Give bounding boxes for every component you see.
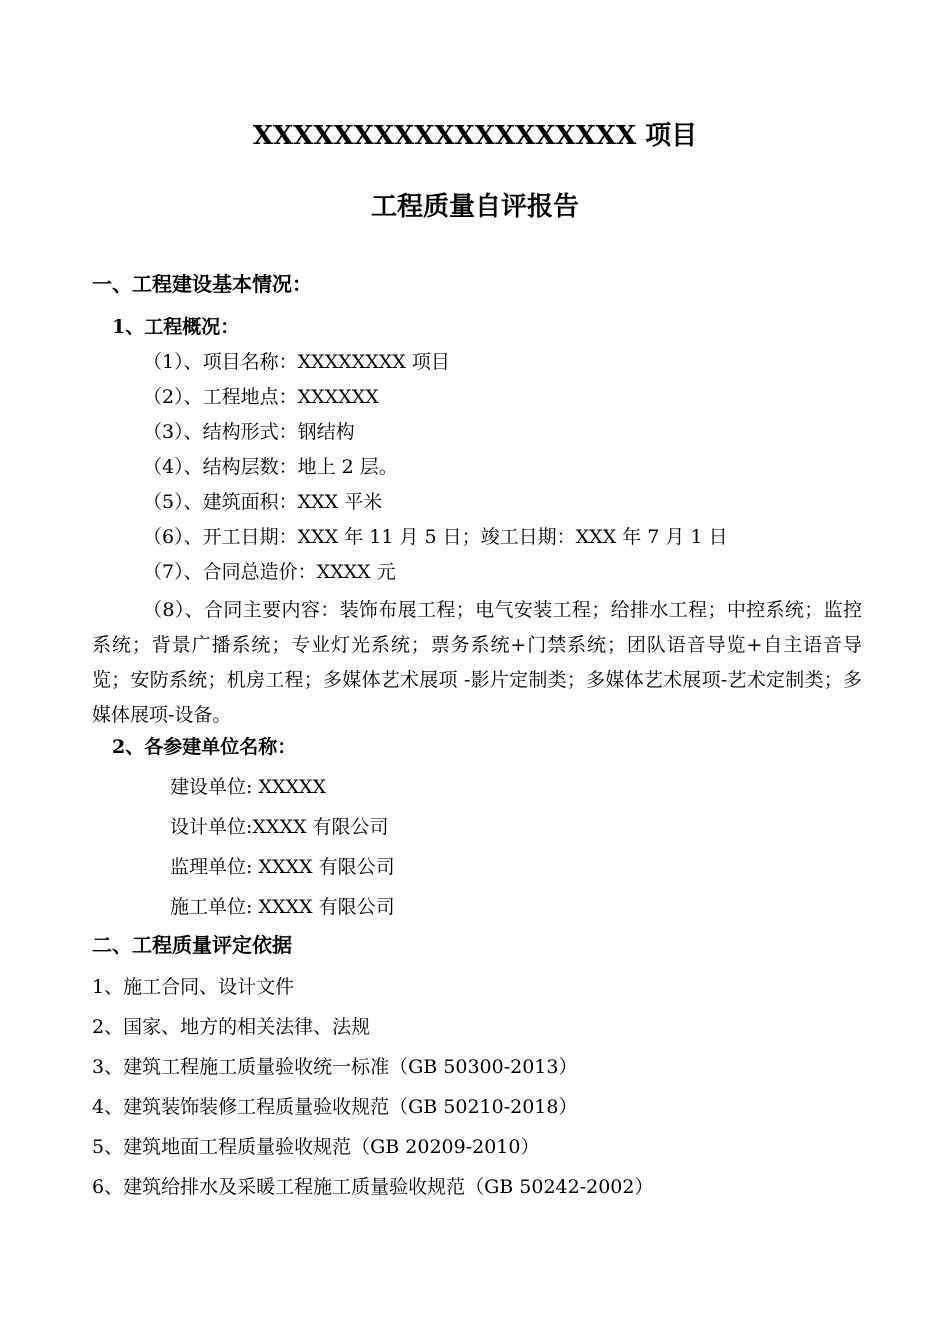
overview-item-contract-price: （7）、合同总造价：XXXX 元 (143, 561, 396, 583)
basis-item: 4、建筑装饰装修工程质量验收规范（GB 50210-2018） (92, 1096, 578, 1118)
unit-owner: 建设单位: XXXXX (170, 776, 327, 798)
unit-contractor: 施工单位: XXXX 有限公司 (170, 896, 395, 918)
overview-item-location: （2）、工程地点：XXXXXX (143, 386, 379, 408)
overview-item-contract-content: （8）、合同主要内容：装饰布展工程；电气安装工程；给排水工程；中控系统；监控系统；背景广播系统；专业灯光系统；票务系统+门禁系统；团队语音导览+自主语音导览；安防系统；机房工程；多媒体艺术展项 -影片定制类；多媒体艺术展项-艺术定制类；多媒体展项-设备。 (92, 599, 862, 726)
section2-heading: 二、工程质量评定依据 (92, 933, 292, 957)
document-subtitle: 工程质量自评报告 (370, 192, 579, 222)
document-title: XXXXXXXXXXXXXXXXXXX 项目 (252, 121, 698, 151)
basis-item: 5、建筑地面工程质量验收规范（GB 20209-2010） (92, 1136, 540, 1158)
basis-item: 6、建筑给排水及采暖工程施工质量验收规范（GB 50242-2002） (92, 1176, 654, 1198)
basis-item: 2、国家、地方的相关法律、法规 (92, 1016, 371, 1038)
overview-item-project-name: （1）、项目名称：XXXXXXXX 项目 (143, 351, 450, 373)
unit-supervisor: 监理单位: XXXX 有限公司 (170, 856, 395, 878)
unit-designer: 设计单位:XXXX 有限公司 (170, 816, 389, 838)
overview-item-floors: （4）、结构层数：地上 2 层。 (143, 456, 398, 478)
basis-item: 1、施工合同、设计文件 (92, 976, 295, 998)
overview-item-structure-form: （3）、结构形式：钢结构 (143, 421, 355, 443)
overview-heading: 1、工程概况： (112, 316, 240, 338)
overview-item-dates: （6）、开工日期：XXX 年 11 月 5 日；竣工日期：XXX 年 7 月 1 日 (143, 526, 728, 548)
section1-heading: 一、工程建设基本情况： (92, 272, 312, 296)
basis-item: 3、建筑工程施工质量验收统一标准（GB 50300-2013） (92, 1056, 578, 1078)
overview-item-area: （5）、建筑面积：XXX 平米 (143, 491, 383, 513)
units-heading: 2、各参建单位名称： (112, 736, 297, 758)
